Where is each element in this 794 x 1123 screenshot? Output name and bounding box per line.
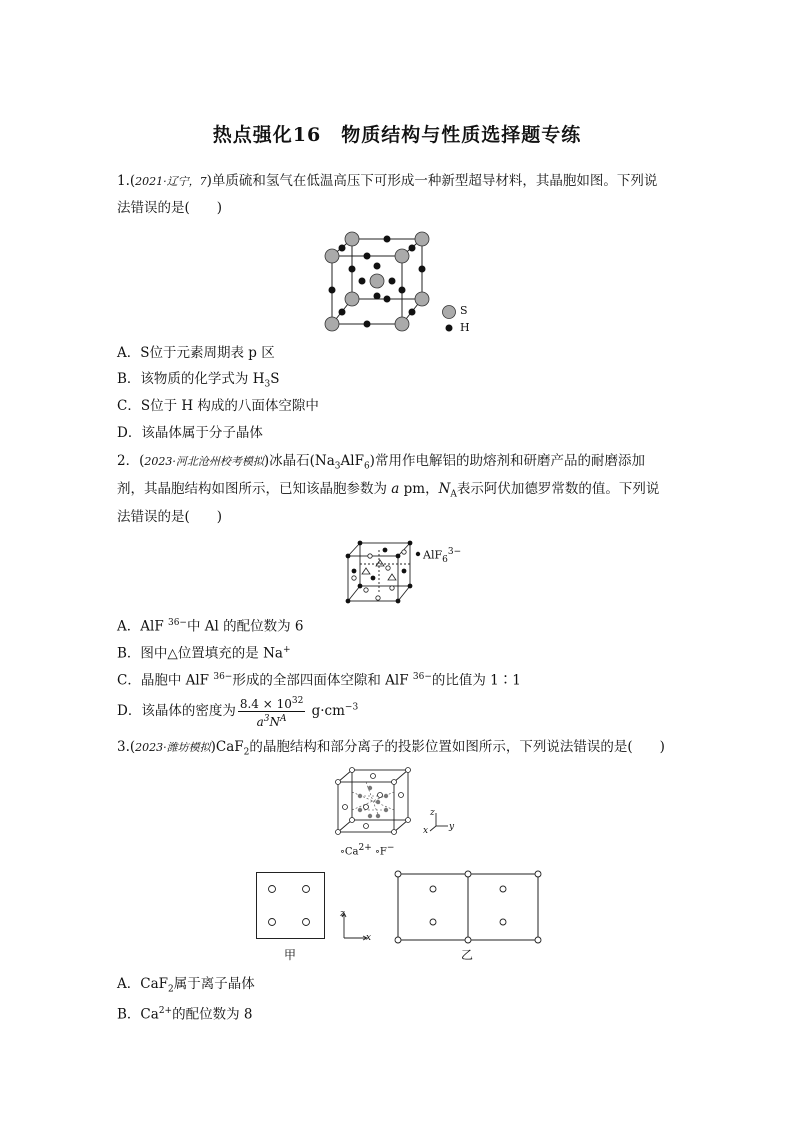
q3-option-b[interactable]: B．$Ca^{2+}$的配位数为 8: [117, 1006, 253, 1023]
q1-legend-s: S: [460, 304, 468, 317]
q3-label-jia: 甲: [284, 948, 297, 962]
q2-option-a[interactable]: A．AlF $^{36-}$中 Al 的配位数为 6: [117, 618, 304, 635]
q2-density-fraction: $\frac{8.4 \times 10^{32}}{a^3N^A}$: [239, 696, 304, 729]
q3-axis-z-label: z: [430, 808, 435, 818]
q2-stem-line3: 法错误的是( ): [117, 509, 223, 525]
q1-crystal-cell-figure: [320, 228, 490, 336]
q3-source: 2023·潍坊模拟: [135, 741, 211, 754]
q2-option-d[interactable]: D．该晶体的密度为 $\frac{8.4 \times 10^{32}}{a^3N^A}$ $g\cdot cm^{-3}$: [117, 696, 359, 729]
q2-legend: AlF$_6^{3-}$: [423, 547, 462, 565]
q3-option-a[interactable]: A．CaF$_2$属于离子晶体: [117, 976, 255, 995]
q3-axis-x-label: x: [423, 826, 429, 836]
q3-axis2d-x-label: x: [366, 933, 372, 943]
q2-option-b[interactable]: B．图中△位置填充的是 Na+: [117, 645, 291, 662]
q3-projection-jia: [256, 872, 326, 940]
q1-stem-line2: 法错误的是( ): [117, 200, 223, 216]
q1-option-c[interactable]: C．S位于 H 构成的八面体空隙中: [117, 398, 319, 414]
q3-stem-line1: 3.(2023·潍坊模拟)CaF$_2$的晶胞结构和部分离子的投影位置如图所示，下列说法错误的是( ): [117, 739, 665, 758]
q1-source: 2021·辽宁，7: [135, 175, 207, 188]
q2-option-c[interactable]: C．晶胞中 AlF $^{36-}$形成的全部四面体空隙和 AlF $^{36-}$的比值为 1∶1: [117, 672, 521, 689]
q3-axis-y-label: y: [449, 822, 455, 832]
q2-stem-line2: 剂，其晶胞结构如图所示，已知该晶胞参数为 a pm，$N_A$表示阿伏加德罗常数的值。下列说: [117, 481, 660, 500]
q1-stem-line1: 1.(2021·辽宁，7)单质硫和氢气在低温高压下可形成一种新型超导材料，其晶胞如图。下列说: [117, 173, 658, 189]
q1-legend-h: H: [460, 321, 470, 334]
q3-crystal-cell-figure: [330, 766, 420, 838]
page-title: 热点强化16 物质结构与性质选择题专练: [212, 124, 582, 146]
q1-option-a[interactable]: A．S位于元素周期表 p 区: [117, 345, 275, 361]
q3-axis2d-z-label: z: [340, 909, 345, 919]
q1-option-d[interactable]: D．该晶体属于分子晶体: [117, 425, 263, 441]
q2-source: 2023·河北沧州校考模拟: [144, 455, 264, 468]
q1-option-b[interactable]: B．该物质的化学式为 $H_3S$: [117, 371, 280, 390]
q2-stem-line1: 2．(2023·河北沧州校考模拟)冰晶石$(Na_3AlF_6)$常用作电解铝的助熔剂和研磨产品的耐磨添加: [117, 453, 645, 472]
q2-crystal-cell-figure: [340, 538, 420, 606]
q3-projection-yi: [394, 870, 542, 944]
q3-label-yi: 乙: [461, 948, 474, 962]
q3-legend: $\circ Ca^{2+}$ ∘F−: [340, 843, 395, 858]
